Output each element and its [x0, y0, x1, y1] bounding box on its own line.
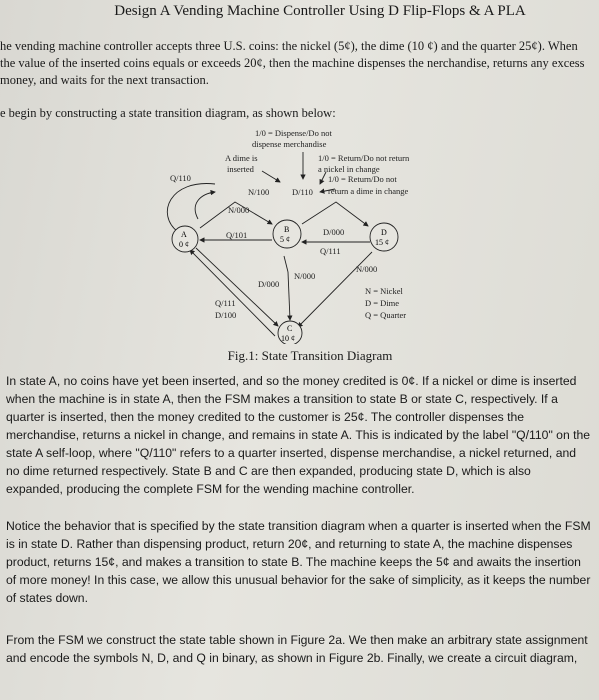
state-c — [278, 321, 302, 344]
legend-dime: D = Dime — [365, 298, 400, 308]
state-b-value: 5 ¢ — [280, 235, 290, 244]
state-c-value: 10 ¢ — [281, 334, 295, 343]
state-a — [172, 226, 198, 252]
figure-caption: Fig.1: State Transition Diagram — [227, 348, 393, 363]
document-title: Design A Vending Machine Controller Using D Flip-Flops & A PLA — [114, 3, 526, 19]
legend-quarter: Q = Quarter — [365, 310, 407, 320]
state-d-name: D — [381, 228, 387, 237]
edge-label-c-to-a-q: Q/111 — [215, 298, 236, 308]
state-a-name: A — [181, 230, 187, 239]
body-paragraph-2: Notice the behavior that is specified by the state transition diagram when a quarter is inserted when the FSM is in state D. Rather than dispensing product, return 20¢, and returning to state A, the machine dispenses product, returns 15¢, and makes a transition to state B. The machine keeps the 5¢ and awaits the insertion of more money! In this case, we allow this unusual behavior for the sake of simplicity, as it keeps the number of states down. — [6, 519, 591, 605]
annotation-dime-2: inserted — [227, 164, 254, 174]
legend-nickel: N = Nickel — [365, 286, 403, 296]
intro-paragraph: he vending machine controller accepts three U.S. coins: the nickel (5¢), the dime (10 ¢) and the quarter 25¢). When the value of the inserted coins equals or exceeds 20¢, then the machine dispenses the nerchandise, returns any excess money, and waits for the next transaction. — [0, 39, 585, 87]
edge-label-q110: Q/110 — [170, 173, 191, 183]
state-d-value: 15 ¢ — [375, 238, 389, 247]
edge-label-a-to-b: N/000 — [228, 205, 250, 215]
edge-label-n100: N/100 — [248, 187, 270, 197]
edge-label-b-to-d: D/000 — [323, 227, 345, 237]
annotation-dime-1: A dime is — [225, 153, 258, 163]
body-paragraph-3: From the FSM we construct the state table shown in Figure 2a. We then make an arbitrary state assignment and encode the symbols N, D, and Q in binary, as shown in Figure 2b. Finally, we create a circuit diagram, — [6, 633, 588, 665]
state-a-value: 0 ¢ — [179, 240, 189, 249]
annotation-ret-nickel-1: 1/0 = Return/Do not return — [318, 153, 410, 163]
state-c-name: C — [287, 324, 293, 333]
edge-label-d110: D/110 — [292, 187, 313, 197]
state-b-name: B — [284, 225, 290, 234]
edge-label-d-to-b: Q/111 — [320, 246, 341, 256]
annotation-ret-nickel-2: a nickel in change — [318, 164, 380, 174]
edge-label-a-to-c: D/000 — [258, 279, 280, 289]
annotation-dispense-1: 1/0 = Dispense/Do not — [255, 128, 332, 138]
annotation-dispense-2: dispense merchandise — [252, 139, 327, 149]
lead-in-paragraph: e begin by constructing a state transition diagram, as shown below: — [0, 106, 336, 120]
edge-label-b-to-a: Q/101 — [226, 230, 248, 240]
body-paragraph-1: In state A, no coins have yet been inserted, and so the money credited is 0¢. If a nickel or dime is inserted when the machine is in state A, then the FSM makes a transition to state B or state C, respectively. If a quarter is inserted, then the money credited to the customer is 25¢. The controller dispenses the merchandise, returns a nickel in change, and remains in state A. This is indicated by the label "Q/110" on the state A self-loop, where "Q/110" refers to a quarter inserted, dispense merchandise, a nickel returned, and no dime returned respectively. State B and C are then expanded, producing state D, which is also expanded, producing the complete FSM for the wending machine controller. — [6, 374, 591, 496]
state-d — [370, 223, 398, 251]
edge-label-c-to-a-d: D/100 — [215, 310, 237, 320]
annotation-ret-dime-2: return a dime in change — [328, 186, 409, 196]
annotation-ret-dime-1: 1/0 = Return/Do not — [328, 174, 397, 184]
edge-label-d-to-c: N/000 — [356, 264, 378, 274]
state-transition-diagram — [160, 124, 460, 344]
edge-label-b-to-c: N/000 — [294, 271, 316, 281]
state-b — [273, 220, 301, 248]
